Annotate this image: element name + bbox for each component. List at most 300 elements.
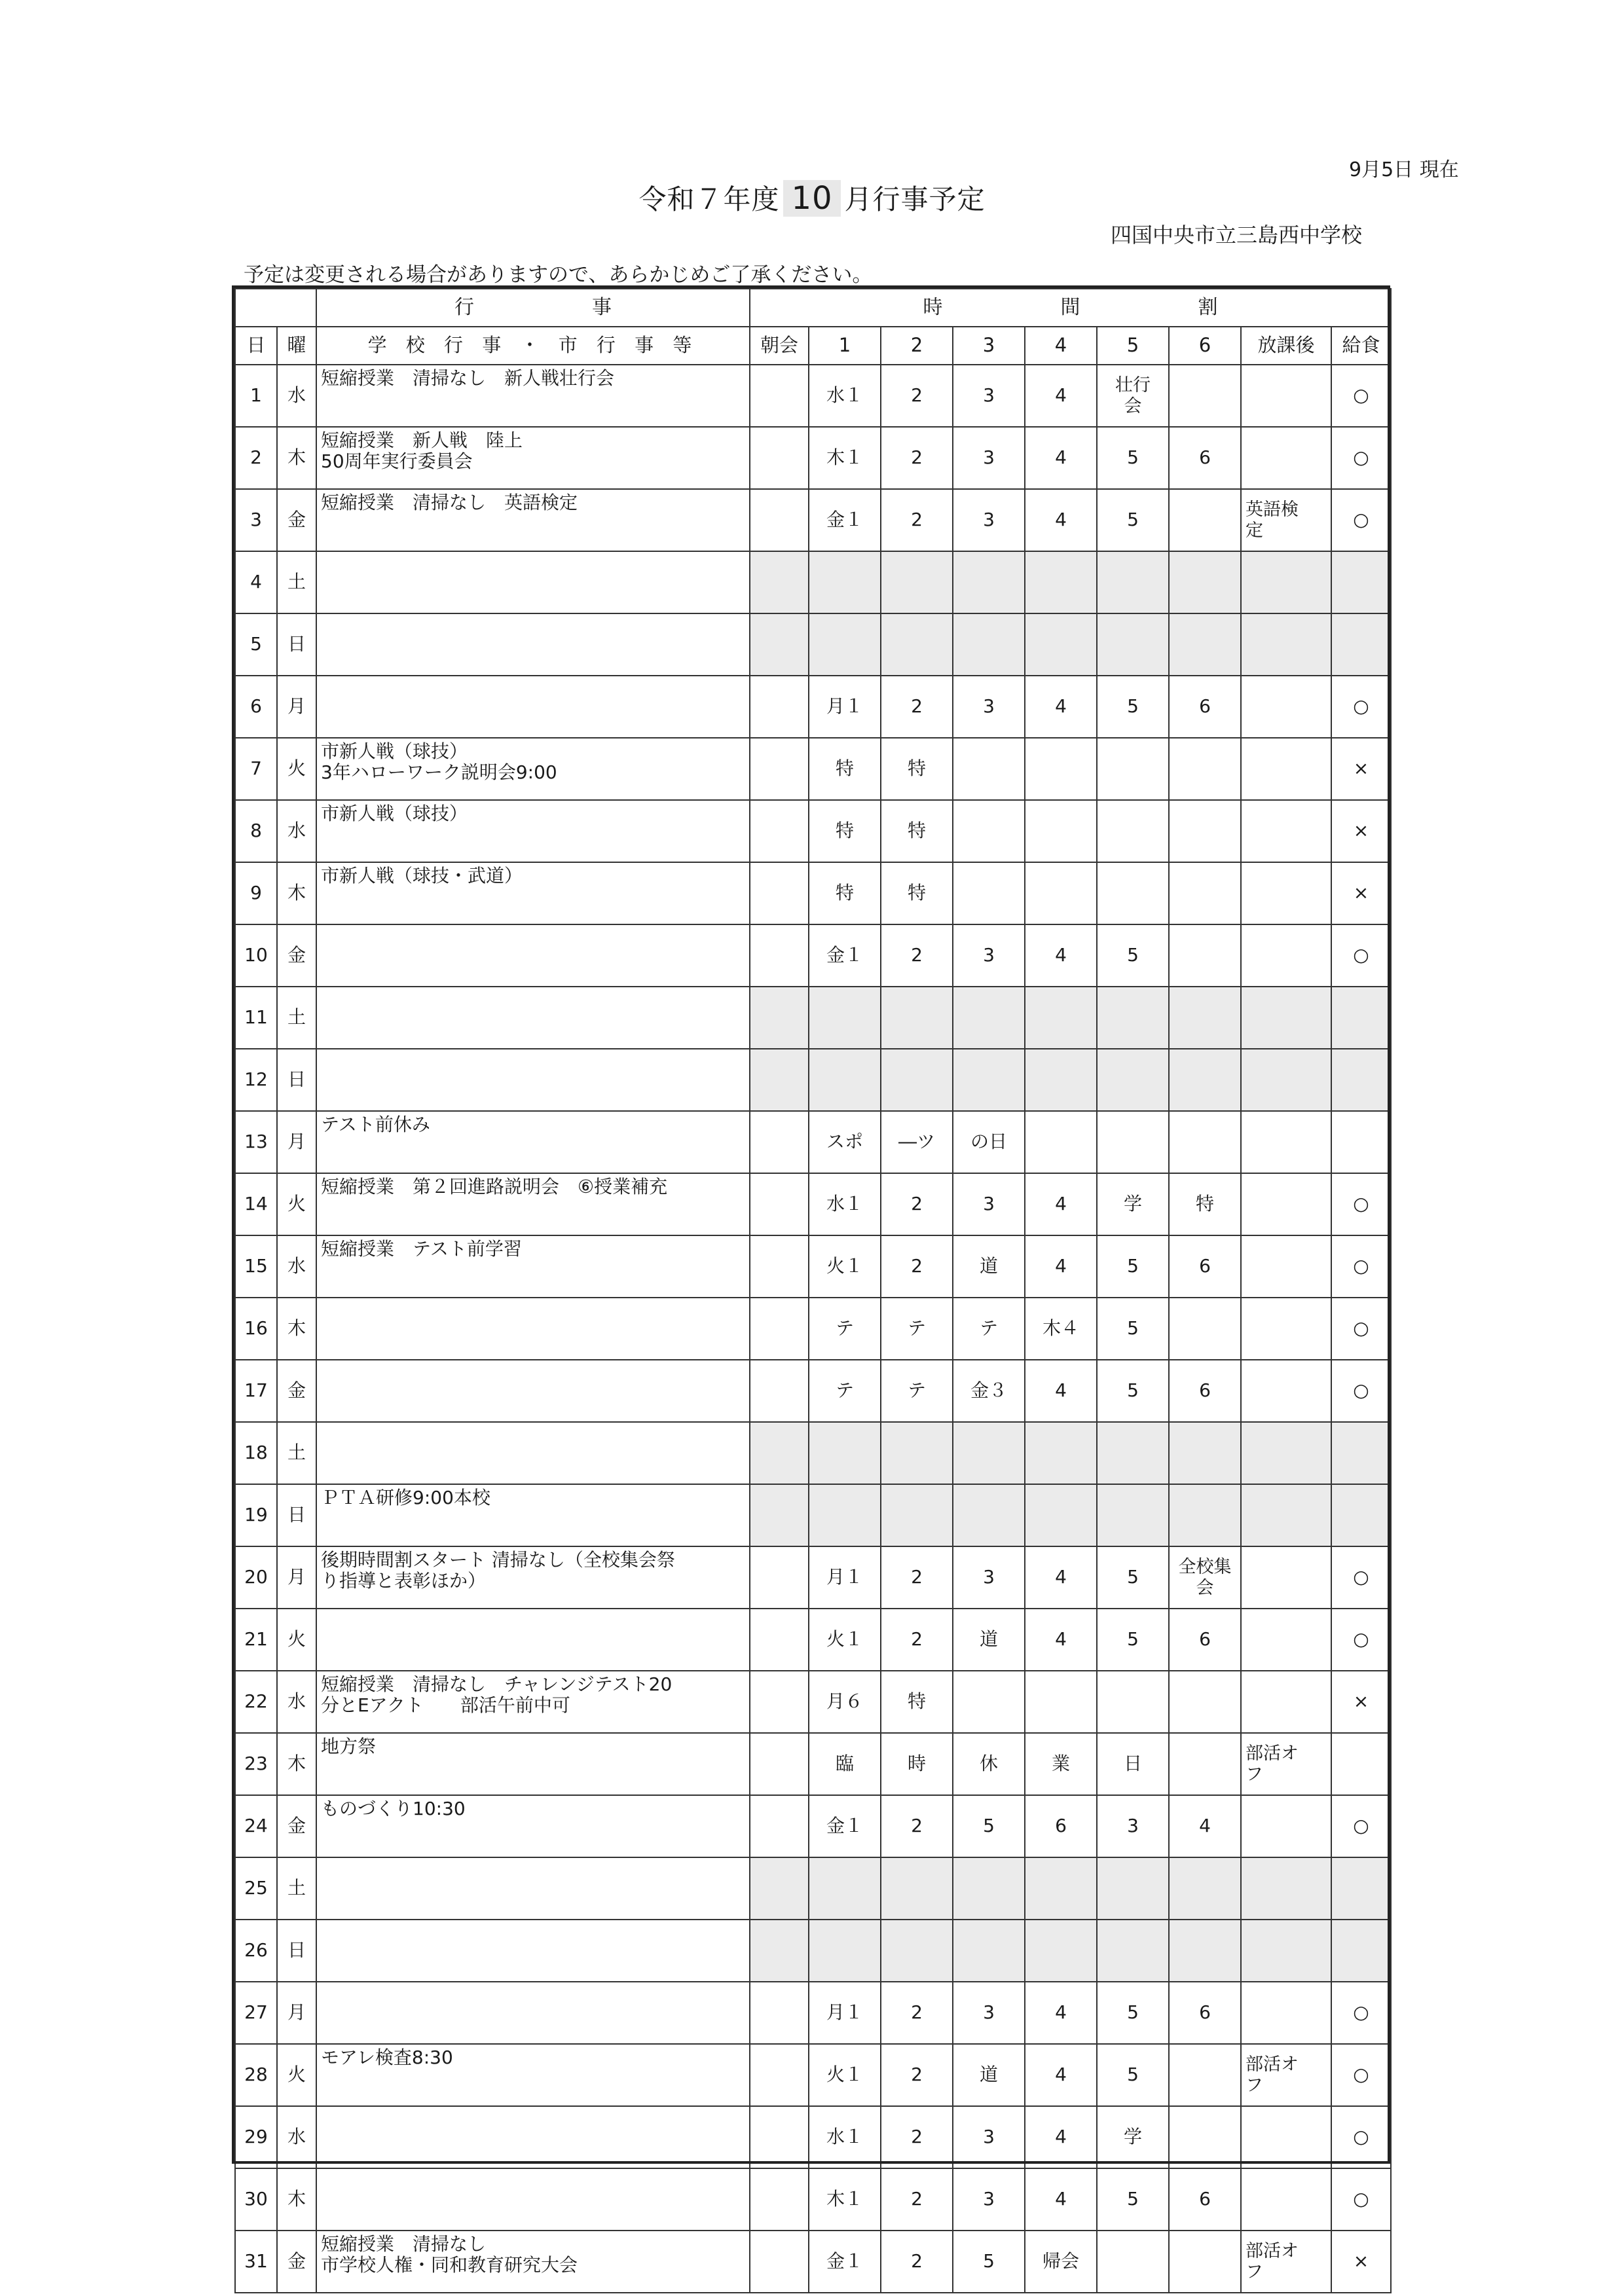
cell-period-6 <box>1169 551 1241 613</box>
col-header-period-5: 5 <box>1097 327 1169 365</box>
cell-after-school: 部活オ フ <box>1241 1733 1331 1795</box>
timetable-header-char: 間 <box>1060 295 1080 319</box>
cell-period-3: 3 <box>953 1546 1025 1609</box>
cell-period-4: 4 <box>1025 1546 1097 1609</box>
cell-after-school <box>1241 1795 1331 1857</box>
cell-period-4: 4 <box>1025 1360 1097 1422</box>
cell-period-2: ―ツ <box>881 1111 953 1173</box>
table-row <box>235 1173 1391 1235</box>
cell-after-school <box>1241 1049 1331 1111</box>
cell-after-school <box>1241 800 1331 862</box>
cell-events: 地方祭 <box>316 1733 750 1795</box>
cell-period-3 <box>953 1857 1025 1920</box>
cell-period-1 <box>809 1920 881 1982</box>
cell-date: 24 <box>235 1795 277 1857</box>
cell-period-4: 4 <box>1025 427 1097 489</box>
cell-events: ＰＴＡ研修9:00本校 <box>316 1484 750 1546</box>
cell-date: 3 <box>235 489 277 551</box>
cell-period-4 <box>1025 987 1097 1049</box>
cell-period-6 <box>1169 1671 1241 1733</box>
cell-lunch: ○ <box>1331 2106 1391 2168</box>
cell-period-4: 4 <box>1025 1609 1097 1671</box>
cell-date: 29 <box>235 2106 277 2168</box>
cell-period-1: 水１ <box>809 2106 881 2168</box>
cell-period-1: 特 <box>809 800 881 862</box>
cell-period-4 <box>1025 1671 1097 1733</box>
cell-events <box>316 613 750 676</box>
cell-period-5: 5 <box>1097 427 1169 489</box>
cell-date: 30 <box>235 2168 277 2231</box>
cell-lunch: × <box>1331 738 1391 800</box>
as-of-date: 9月5日 現在 <box>1349 158 1459 181</box>
col-header-events: 学 校 行 事 ・ 市 行 事 等 <box>316 327 750 365</box>
table-row <box>235 2044 1391 2106</box>
table-row <box>235 2231 1391 2293</box>
cell-period-2 <box>881 1422 953 1484</box>
cell-period-1: 水１ <box>809 365 881 427</box>
cell-period-5 <box>1097 1049 1169 1111</box>
cell-period-3 <box>953 862 1025 924</box>
cell-period-2: 2 <box>881 1982 953 2044</box>
cell-date: 11 <box>235 987 277 1049</box>
col-header-after-school: 放課後 <box>1241 327 1331 365</box>
cell-period-6: 6 <box>1169 1235 1241 1298</box>
cell-date: 20 <box>235 1546 277 1609</box>
cell-period-4 <box>1025 1111 1097 1173</box>
cell-assembly <box>750 1671 809 1733</box>
cell-lunch <box>1331 613 1391 676</box>
cell-assembly <box>750 1920 809 1982</box>
cell-lunch <box>1331 551 1391 613</box>
cell-period-4: 4 <box>1025 489 1097 551</box>
cell-period-3: 3 <box>953 2168 1025 2231</box>
cell-date: 16 <box>235 1298 277 1360</box>
cell-events: 後期時間割スタート 清掃なし（全校集会祭 り指導と表彰ほか） <box>316 1546 750 1609</box>
cell-period-2: 2 <box>881 924 953 987</box>
table-row <box>235 1857 1391 1920</box>
cell-period-1: テ <box>809 1360 881 1422</box>
cell-period-1: 木１ <box>809 2168 881 2231</box>
table-row <box>235 1360 1391 1422</box>
cell-period-2: 特 <box>881 738 953 800</box>
cell-period-6 <box>1169 613 1241 676</box>
cell-period-1: 金１ <box>809 924 881 987</box>
cell-period-6 <box>1169 489 1241 551</box>
events-header-char: 事 <box>592 295 612 319</box>
cell-period-6: 6 <box>1169 676 1241 738</box>
table-row <box>235 1982 1391 2044</box>
col-header-period-3: 3 <box>953 327 1025 365</box>
cell-assembly <box>750 1857 809 1920</box>
table-row <box>235 1049 1391 1111</box>
table-row <box>235 2168 1391 2231</box>
cell-period-4 <box>1025 613 1097 676</box>
cell-date: 31 <box>235 2231 277 2293</box>
cell-lunch: ○ <box>1331 1360 1391 1422</box>
cell-period-5: 壮行 会 <box>1097 365 1169 427</box>
cell-period-3: 3 <box>953 1982 1025 2044</box>
cell-period-6 <box>1169 1920 1241 1982</box>
cell-period-5: 5 <box>1097 1982 1169 2044</box>
cell-period-4: 4 <box>1025 365 1097 427</box>
cell-period-6 <box>1169 1857 1241 1920</box>
cell-lunch: ○ <box>1331 365 1391 427</box>
cell-period-6 <box>1169 1484 1241 1546</box>
cell-period-4 <box>1025 800 1097 862</box>
cell-period-2: 2 <box>881 1173 953 1235</box>
table-row <box>235 1422 1391 1484</box>
cell-period-5 <box>1097 738 1169 800</box>
cell-period-3: 3 <box>953 489 1025 551</box>
cell-period-1: スポ <box>809 1111 881 1173</box>
cell-period-1 <box>809 613 881 676</box>
cell-period-6: 6 <box>1169 1609 1241 1671</box>
cell-events: モアレ検査8:30 <box>316 2044 750 2106</box>
cell-weekday: 木 <box>277 862 316 924</box>
cell-date: 13 <box>235 1111 277 1173</box>
cell-period-5 <box>1097 862 1169 924</box>
cell-period-1: 月１ <box>809 676 881 738</box>
cell-period-2 <box>881 987 953 1049</box>
cell-assembly <box>750 1235 809 1298</box>
cell-period-6 <box>1169 987 1241 1049</box>
cell-weekday: 火 <box>277 1173 316 1235</box>
cell-assembly <box>750 924 809 987</box>
cell-period-5: 5 <box>1097 489 1169 551</box>
cell-events: 市新人戦（球技） 3年ハローワーク説明会9:00 <box>316 738 750 800</box>
cell-weekday: 月 <box>277 1982 316 2044</box>
cell-events <box>316 1049 750 1111</box>
cell-lunch: ○ <box>1331 924 1391 987</box>
cell-period-4: 4 <box>1025 2106 1097 2168</box>
timetable-group-header <box>750 289 1391 327</box>
cell-period-3: 休 <box>953 1733 1025 1795</box>
table-row <box>235 365 1391 427</box>
cell-lunch: ○ <box>1331 1173 1391 1235</box>
cell-weekday: 月 <box>277 1546 316 1609</box>
cell-lunch: × <box>1331 2231 1391 2293</box>
cell-period-2: テ <box>881 1298 953 1360</box>
cell-assembly <box>750 2231 809 2293</box>
cell-period-5 <box>1097 1484 1169 1546</box>
table-row <box>235 1546 1391 1609</box>
cell-lunch: ○ <box>1331 1546 1391 1609</box>
cell-period-4: 木４ <box>1025 1298 1097 1360</box>
cell-date: 8 <box>235 800 277 862</box>
cell-events <box>316 2168 750 2231</box>
cell-period-3 <box>953 1422 1025 1484</box>
cell-after-school <box>1241 1298 1331 1360</box>
cell-period-6 <box>1169 800 1241 862</box>
cell-after-school <box>1241 862 1331 924</box>
column-header-row <box>235 327 1391 365</box>
cell-period-3: 3 <box>953 365 1025 427</box>
cell-weekday: 日 <box>277 1484 316 1546</box>
cell-period-2 <box>881 1484 953 1546</box>
cell-assembly <box>750 1298 809 1360</box>
cell-lunch: ○ <box>1331 676 1391 738</box>
cell-weekday: 木 <box>277 1733 316 1795</box>
cell-period-2: 特 <box>881 1671 953 1733</box>
cell-period-3: 5 <box>953 2231 1025 2293</box>
disclaimer-note: 予定は変更される場合がありますので、あらかじめご了承ください。 <box>244 263 873 287</box>
cell-assembly <box>750 1795 809 1857</box>
cell-period-4 <box>1025 862 1097 924</box>
cell-events: 短縮授業 テスト前学習 <box>316 1235 750 1298</box>
cell-events <box>316 987 750 1049</box>
cell-weekday: 土 <box>277 987 316 1049</box>
cell-period-2: 2 <box>881 676 953 738</box>
title-prefix: 令和７年度 <box>638 183 780 215</box>
cell-date: 10 <box>235 924 277 987</box>
cell-after-school <box>1241 1920 1331 1982</box>
cell-period-4: 帰会 <box>1025 2231 1097 2293</box>
cell-period-1 <box>809 551 881 613</box>
cell-weekday: 火 <box>277 738 316 800</box>
cell-period-5: 学 <box>1097 1173 1169 1235</box>
header-blank <box>235 289 316 327</box>
col-header-period-1: 1 <box>809 327 881 365</box>
cell-period-3: テ <box>953 1298 1025 1360</box>
cell-period-5: 5 <box>1097 1298 1169 1360</box>
table-row <box>235 613 1391 676</box>
cell-assembly <box>750 1609 809 1671</box>
cell-period-3 <box>953 551 1025 613</box>
cell-weekday: 木 <box>277 1298 316 1360</box>
cell-date: 23 <box>235 1733 277 1795</box>
cell-lunch: ○ <box>1331 1235 1391 1298</box>
cell-weekday: 木 <box>277 427 316 489</box>
cell-events <box>316 924 750 987</box>
title-month: 10 <box>783 180 840 217</box>
cell-period-4 <box>1025 738 1097 800</box>
cell-after-school <box>1241 1857 1331 1920</box>
cell-lunch: ○ <box>1331 427 1391 489</box>
cell-period-4 <box>1025 1920 1097 1982</box>
col-header-lunch: 給食 <box>1331 327 1391 365</box>
cell-period-5: 5 <box>1097 1609 1169 1671</box>
cell-weekday: 金 <box>277 2231 316 2293</box>
cell-period-6 <box>1169 924 1241 987</box>
cell-period-1: 水１ <box>809 1173 881 1235</box>
col-header-assembly: 朝会 <box>750 327 809 365</box>
cell-after-school <box>1241 1546 1331 1609</box>
cell-period-2 <box>881 551 953 613</box>
cell-after-school <box>1241 1484 1331 1546</box>
cell-period-6 <box>1169 1422 1241 1484</box>
table-row <box>235 1484 1391 1546</box>
cell-period-5 <box>1097 2231 1169 2293</box>
cell-period-4: 業 <box>1025 1733 1097 1795</box>
cell-period-2 <box>881 1857 953 1920</box>
cell-events: 市新人戦（球技・武道） <box>316 862 750 924</box>
cell-period-6: 全校集 会 <box>1169 1546 1241 1609</box>
cell-period-4: 4 <box>1025 1982 1097 2044</box>
page-title <box>0 178 1624 217</box>
cell-events: テスト前休み <box>316 1111 750 1173</box>
cell-period-2: 2 <box>881 2044 953 2106</box>
cell-events <box>316 676 750 738</box>
cell-date: 21 <box>235 1609 277 1671</box>
cell-period-2: 特 <box>881 800 953 862</box>
cell-period-5: 5 <box>1097 1235 1169 1298</box>
cell-assembly <box>750 489 809 551</box>
cell-period-3: 3 <box>953 676 1025 738</box>
cell-date: 6 <box>235 676 277 738</box>
cell-period-6: 6 <box>1169 427 1241 489</box>
cell-period-5 <box>1097 1857 1169 1920</box>
cell-period-3: 3 <box>953 2106 1025 2168</box>
cell-date: 15 <box>235 1235 277 1298</box>
cell-assembly <box>750 551 809 613</box>
cell-after-school: 英語検 定 <box>1241 489 1331 551</box>
cell-assembly <box>750 1360 809 1422</box>
cell-events: 短縮授業 第２回進路説明会 ⑥授業補充 <box>316 1173 750 1235</box>
table-row <box>235 1920 1391 1982</box>
cell-assembly <box>750 1982 809 2044</box>
cell-assembly <box>750 1422 809 1484</box>
cell-date: 27 <box>235 1982 277 2044</box>
cell-period-1: 火１ <box>809 1235 881 1298</box>
cell-events <box>316 1422 750 1484</box>
cell-assembly <box>750 2106 809 2168</box>
cell-period-5: 学 <box>1097 2106 1169 2168</box>
cell-weekday: 水 <box>277 365 316 427</box>
cell-period-4: 4 <box>1025 1173 1097 1235</box>
table-row <box>235 676 1391 738</box>
cell-period-4 <box>1025 1422 1097 1484</box>
cell-period-2: 2 <box>881 1795 953 1857</box>
cell-period-5: 5 <box>1097 1360 1169 1422</box>
cell-period-2 <box>881 1920 953 1982</box>
cell-after-school <box>1241 2168 1331 2231</box>
cell-period-5: 5 <box>1097 2168 1169 2231</box>
cell-events: 短縮授業 清掃なし 新人戦壮行会 <box>316 365 750 427</box>
cell-period-5 <box>1097 1920 1169 1982</box>
cell-assembly <box>750 1484 809 1546</box>
table-row <box>235 1671 1391 1733</box>
cell-weekday: 水 <box>277 1671 316 1733</box>
cell-weekday: 金 <box>277 924 316 987</box>
cell-weekday: 水 <box>277 1235 316 1298</box>
table-row <box>235 800 1391 862</box>
cell-period-1: 金１ <box>809 2231 881 2293</box>
cell-period-1: 木１ <box>809 427 881 489</box>
cell-period-5: 5 <box>1097 1546 1169 1609</box>
cell-weekday: 金 <box>277 1795 316 1857</box>
cell-period-2 <box>881 613 953 676</box>
cell-after-school <box>1241 365 1331 427</box>
cell-period-3 <box>953 613 1025 676</box>
table-row <box>235 427 1391 489</box>
table-row <box>235 1111 1391 1173</box>
cell-period-5 <box>1097 613 1169 676</box>
cell-period-6 <box>1169 1298 1241 1360</box>
cell-period-1: 特 <box>809 738 881 800</box>
cell-events: 市新人戦（球技） <box>316 800 750 862</box>
cell-events <box>316 1920 750 1982</box>
cell-period-5: 日 <box>1097 1733 1169 1795</box>
cell-date: 28 <box>235 2044 277 2106</box>
cell-assembly <box>750 1733 809 1795</box>
cell-events: 短縮授業 清掃なし 市学校人権・同和教育研究大会 <box>316 2231 750 2293</box>
cell-period-2: 2 <box>881 427 953 489</box>
cell-weekday: 土 <box>277 551 316 613</box>
cell-period-5 <box>1097 800 1169 862</box>
cell-date: 18 <box>235 1422 277 1484</box>
cell-lunch: × <box>1331 800 1391 862</box>
cell-period-2: 2 <box>881 1235 953 1298</box>
cell-period-4 <box>1025 1857 1097 1920</box>
cell-period-2: 2 <box>881 1609 953 1671</box>
cell-period-3 <box>953 987 1025 1049</box>
cell-weekday: 火 <box>277 1609 316 1671</box>
cell-period-3: 道 <box>953 1235 1025 1298</box>
cell-period-1: 月１ <box>809 1982 881 2044</box>
cell-period-5 <box>1097 1671 1169 1733</box>
cell-period-3: 道 <box>953 2044 1025 2106</box>
cell-date: 14 <box>235 1173 277 1235</box>
cell-period-6 <box>1169 2106 1241 2168</box>
cell-period-1: 金１ <box>809 1795 881 1857</box>
cell-lunch <box>1331 1049 1391 1111</box>
table-row <box>235 489 1391 551</box>
cell-period-4: 4 <box>1025 1235 1097 1298</box>
cell-events: 短縮授業 新人戦 陸上 50周年実行委員会 <box>316 427 750 489</box>
cell-period-3 <box>953 1484 1025 1546</box>
cell-date: 17 <box>235 1360 277 1422</box>
cell-after-school: 部活オ フ <box>1241 2231 1331 2293</box>
cell-period-3 <box>953 1671 1025 1733</box>
cell-weekday: 金 <box>277 1360 316 1422</box>
cell-after-school <box>1241 551 1331 613</box>
cell-assembly <box>750 1546 809 1609</box>
cell-period-3: 3 <box>953 427 1025 489</box>
schedule-table <box>234 288 1392 2293</box>
table-row <box>235 862 1391 924</box>
school-name: 四国中央市立三島西中学校 <box>1111 223 1363 247</box>
cell-period-3 <box>953 1920 1025 1982</box>
cell-assembly <box>750 800 809 862</box>
cell-date: 2 <box>235 427 277 489</box>
cell-events <box>316 551 750 613</box>
cell-events: 短縮授業 清掃なし チャレンジテスト20 分とEアクト 部活午前中可 <box>316 1671 750 1733</box>
cell-period-1: テ <box>809 1298 881 1360</box>
cell-period-1: 月６ <box>809 1671 881 1733</box>
cell-period-2: 2 <box>881 489 953 551</box>
col-header-period-2: 2 <box>881 327 953 365</box>
cell-period-4 <box>1025 1484 1097 1546</box>
cell-period-1 <box>809 1422 881 1484</box>
table-row <box>235 738 1391 800</box>
cell-period-1: 臨 <box>809 1733 881 1795</box>
cell-assembly <box>750 1049 809 1111</box>
cell-lunch <box>1331 1857 1391 1920</box>
cell-period-3: 3 <box>953 1173 1025 1235</box>
cell-events: 短縮授業 清掃なし 英語検定 <box>316 489 750 551</box>
cell-weekday: 日 <box>277 1920 316 1982</box>
cell-date: 22 <box>235 1671 277 1733</box>
cell-assembly <box>750 676 809 738</box>
table-row <box>235 1795 1391 1857</box>
cell-after-school <box>1241 1671 1331 1733</box>
cell-period-3: 5 <box>953 1795 1025 1857</box>
cell-events <box>316 1857 750 1920</box>
cell-assembly <box>750 427 809 489</box>
cell-events: ものづくり10:30 <box>316 1795 750 1857</box>
cell-assembly <box>750 738 809 800</box>
cell-after-school <box>1241 1360 1331 1422</box>
